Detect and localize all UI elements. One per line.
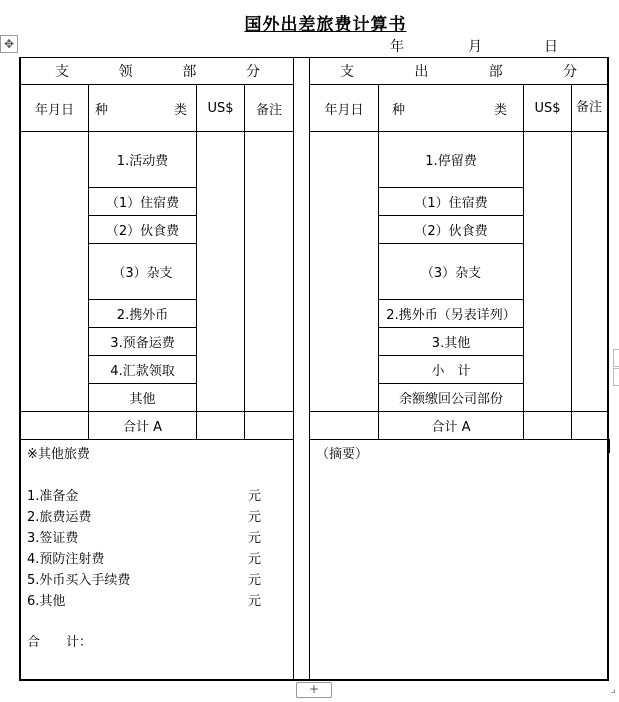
right-note-header: 备注 [576, 100, 603, 115]
left-section-char: 部 [182, 64, 197, 80]
right-section-char: 出 [414, 64, 429, 80]
yuan-unit: 元 [248, 531, 262, 546]
right-item-balance-return[interactable]: 余额缴回公司部份 [398, 392, 503, 407]
summary-heading: （摘要） [316, 447, 369, 462]
left-item-other[interactable]: 其他 [129, 392, 156, 407]
left-section-char: 领 [118, 64, 133, 80]
other-expense-item: 2.旅费运费 [27, 510, 92, 525]
right-currency-header: US$ [534, 100, 561, 116]
left-item-remittance[interactable]: 4.汇款领取 [110, 364, 175, 379]
right-item-other[interactable]: 3.其他 [431, 336, 471, 351]
left-currency-header: US$ [207, 100, 234, 116]
right-type-char: 类 [493, 102, 507, 118]
table-move-handle-icon[interactable]: ✥ [0, 35, 18, 53]
right-item-lodging[interactable]: （1）住宿费 [414, 196, 488, 211]
right-item-stay[interactable]: 1.停留费 [425, 154, 477, 169]
date-day-label: 日 [544, 39, 558, 55]
left-type-char: 种 [95, 102, 109, 118]
other-expense-item: 6.其他 [27, 594, 66, 609]
left-item-activity[interactable]: 1.活动费 [116, 154, 169, 169]
left-section-header [55, 58, 260, 84]
yuan-unit: 元 [248, 510, 262, 525]
right-section-char: 分 [562, 64, 577, 80]
date-year-label: 年 [390, 39, 404, 55]
right-item-misc[interactable]: （3）杂支 [420, 266, 482, 281]
left-section-char: 分 [245, 64, 260, 80]
left-item-reserve-freight[interactable]: 3.预备运费 [110, 336, 175, 351]
other-expenses-total-label: 合 计： [27, 635, 93, 650]
other-expenses-heading: ※其他旅费 [27, 447, 90, 462]
right-section-header [340, 58, 577, 84]
margin-marker-icon [613, 368, 619, 386]
other-expense-item: 1.准备金 [27, 489, 79, 504]
left-item-lodging[interactable]: （1）住宿费 [105, 196, 180, 211]
right-section-char: 支 [340, 64, 354, 80]
date-month-label: 月 [468, 39, 482, 55]
right-date-header: 年月日 [324, 102, 364, 118]
right-total-label: 合计 A [431, 420, 471, 435]
left-section-char: 支 [55, 64, 69, 80]
left-type-char: 类 [173, 102, 187, 118]
left-total-label: 合计 A [122, 420, 163, 435]
document-title: 国外出差旅费计算书 [244, 15, 407, 35]
yuan-unit: 元 [248, 594, 262, 609]
left-type-header [95, 85, 187, 131]
left-note-header: 备注 [255, 102, 282, 118]
right-item-subtotal: 小 计 [431, 364, 471, 379]
other-expense-item: 4.预防注射费 [27, 552, 105, 567]
left-item-foreign-currency[interactable]: 2.携外币 [116, 308, 169, 323]
left-date-header: 年月日 [34, 102, 74, 118]
yuan-unit: 元 [248, 573, 262, 588]
yuan-unit: 元 [248, 552, 262, 567]
right-item-foreign-currency[interactable]: 2.携外币（另表详列） [386, 308, 516, 323]
add-row-button[interactable]: + [296, 682, 332, 698]
other-expense-item: 3.签证费 [27, 531, 79, 546]
table-resize-handle-icon[interactable]: ⌟ [611, 684, 616, 695]
yuan-unit: 元 [248, 489, 262, 504]
margin-marker-icon [613, 349, 619, 367]
left-item-misc[interactable]: （3）杂支 [112, 266, 173, 281]
right-section-char: 部 [488, 64, 503, 80]
left-item-meals[interactable]: （2）伙食费 [105, 224, 180, 239]
right-item-meals[interactable]: （2）伙食费 [414, 224, 488, 239]
right-type-header [392, 85, 507, 131]
right-type-char: 种 [392, 102, 406, 118]
other-expense-item: 5.外币买入手续费 [27, 573, 131, 588]
